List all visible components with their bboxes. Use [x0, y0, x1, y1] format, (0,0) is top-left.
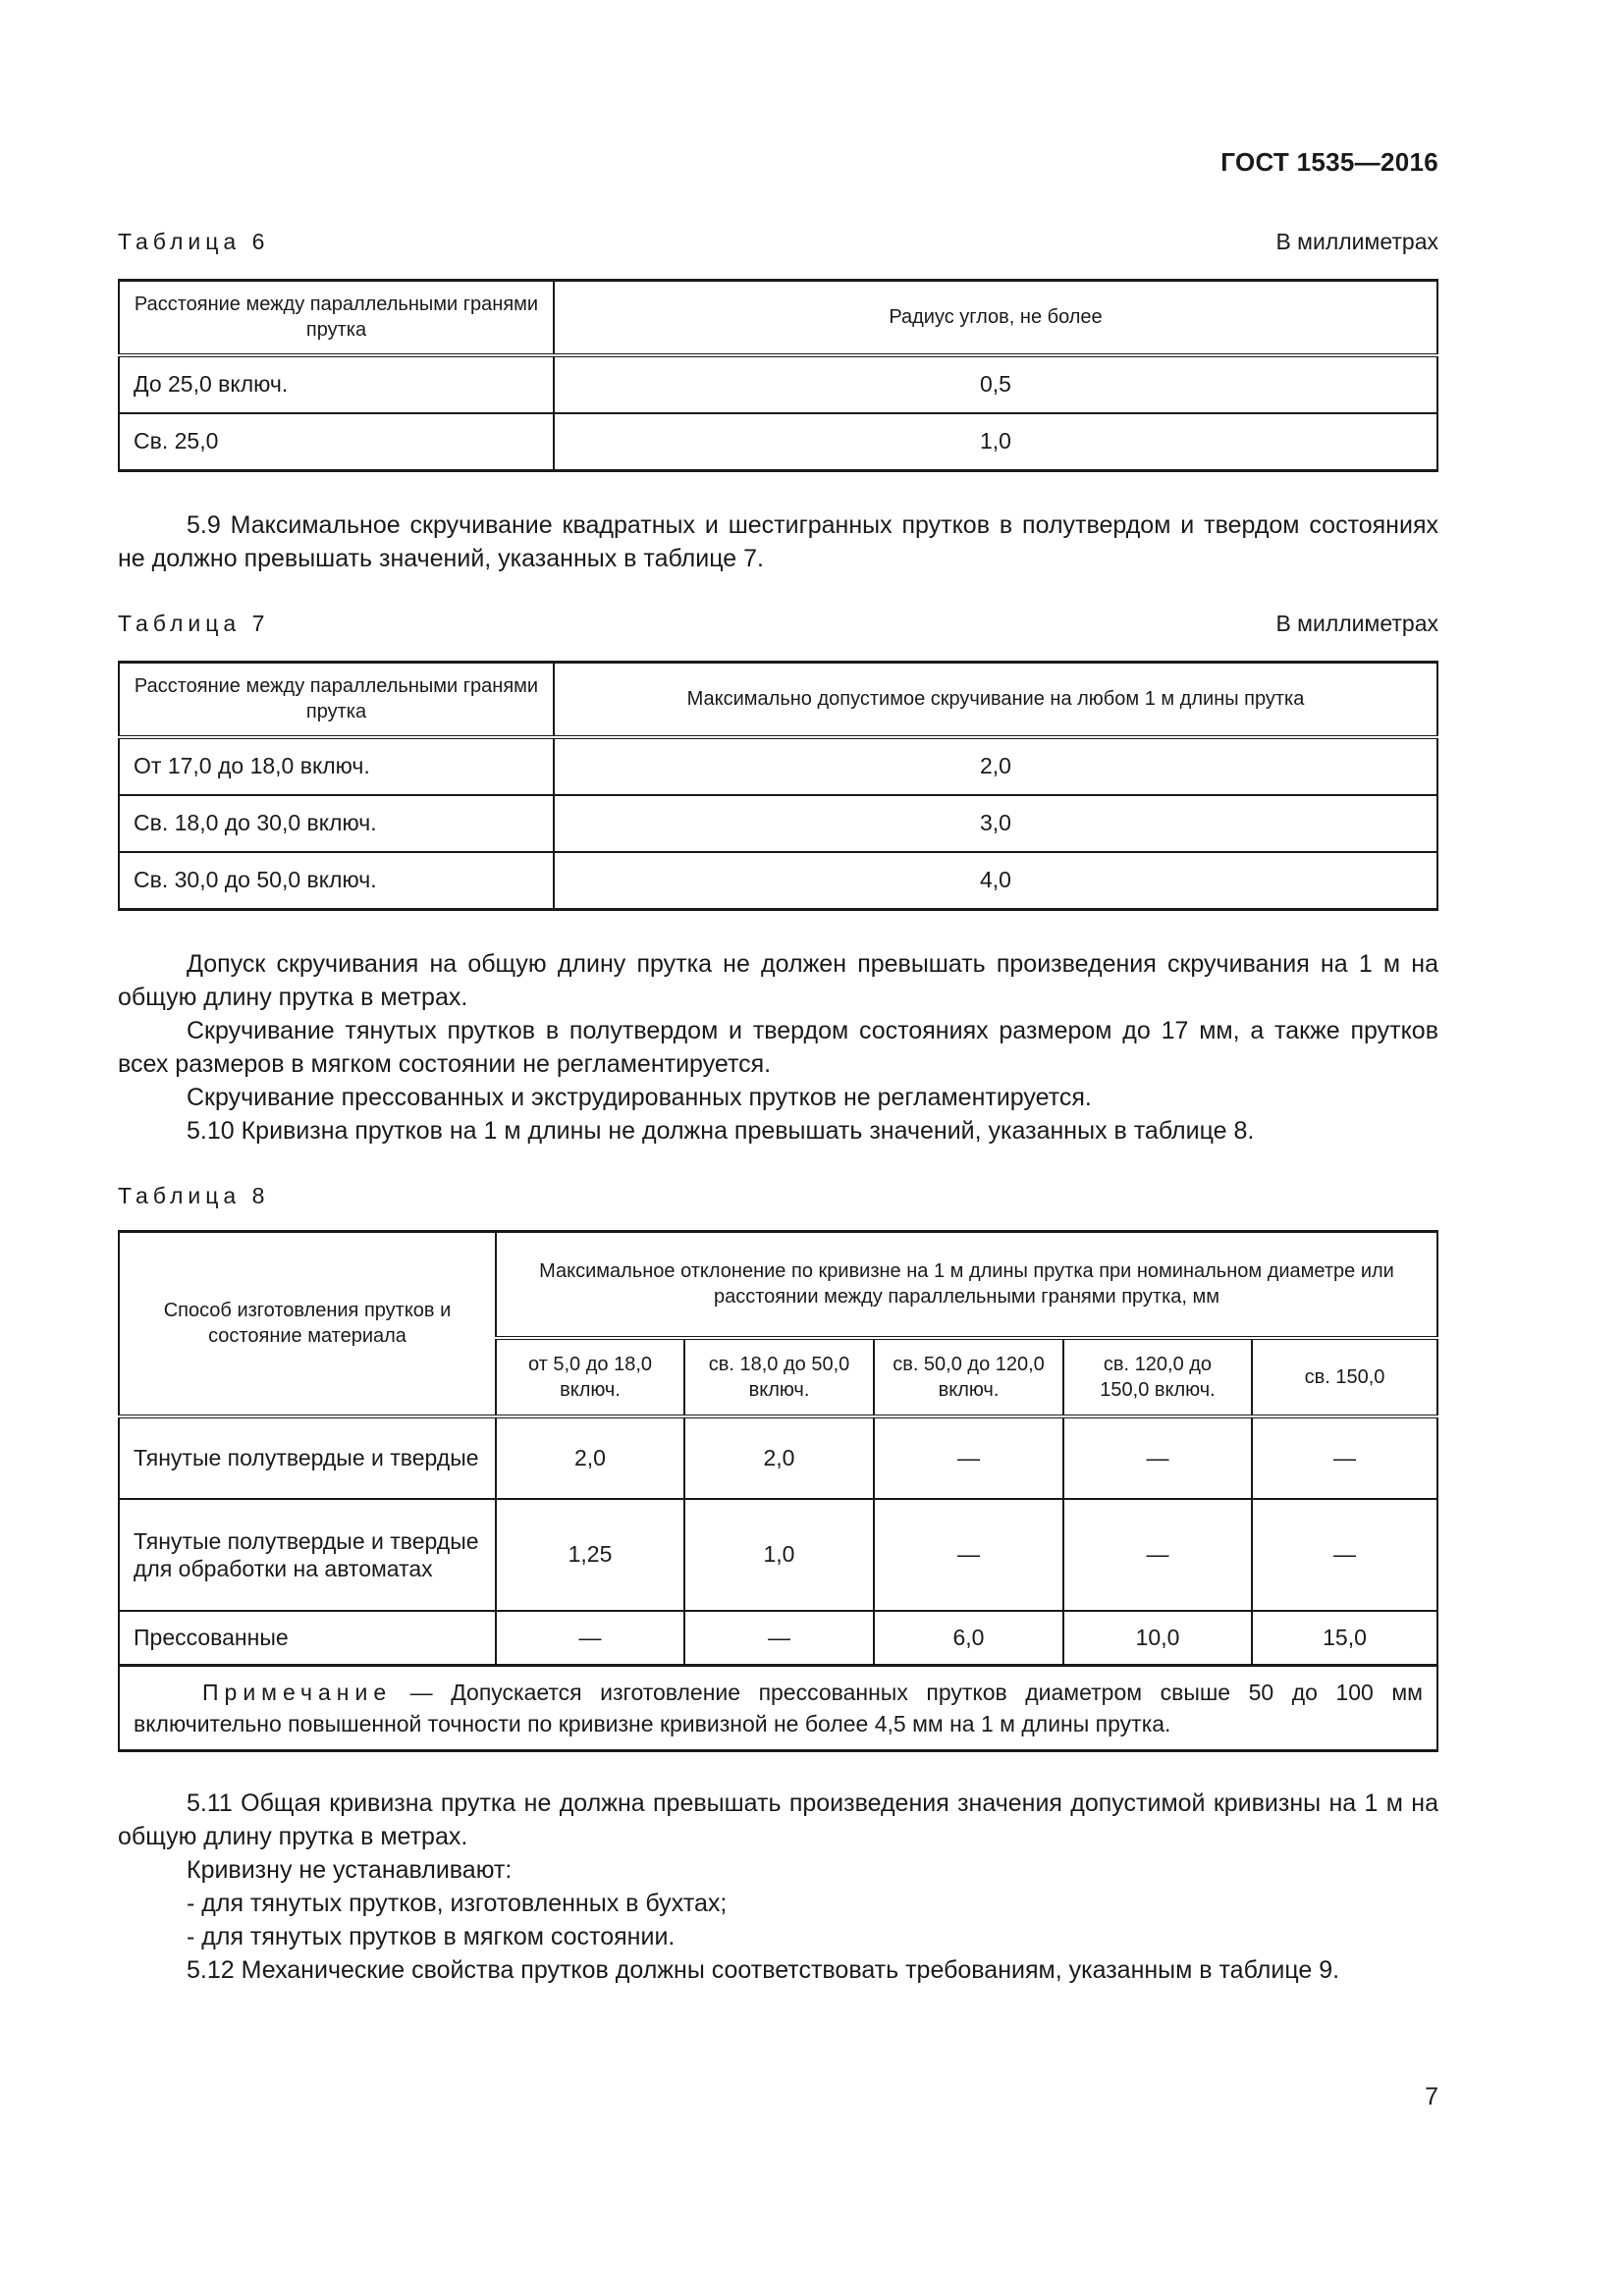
table-cell: —: [684, 1611, 874, 1666]
paragraphs-after-table8: [118, 1787, 1438, 1987]
table8-col-header: св. 18,0 до 50,0 включ.: [684, 1338, 874, 1416]
table8-group-header: Максимальное отклонение по кривизне на 1 м длины прутка при номинальном диаметре или расстоянии между параллельными гранями прутка, мм: [496, 1232, 1437, 1338]
table-row: [119, 355, 1437, 413]
table6-caption: Таблица 6: [118, 229, 270, 254]
paragraph-text: 5.12 Механические свойства прутков должны соответствовать требованиям, указанным в таблице 9.: [187, 1956, 1340, 1984]
table-cell: 4,0: [554, 852, 1437, 910]
paragraph-text: Кривизну не устанавливают:: [187, 1856, 513, 1884]
note-text: — Допускается изготовление прессованных прутков диаметром свыше 50 до 100 мм включительно повышенной точности по кривизне кривизной не более 4,5 мм на 1 м длины прутка.: [134, 1680, 1423, 1736]
table-row: [119, 795, 1437, 852]
table6-col-header: Радиус углов, не более: [554, 281, 1437, 355]
table8-col-header: св. 50,0 до 120,0 включ.: [874, 1338, 1063, 1416]
standard-header: ГОСТ 1535—2016: [1220, 147, 1438, 177]
table-cell: 6,0: [874, 1611, 1063, 1666]
table-cell: Прессованные: [119, 1611, 496, 1666]
table7: [118, 661, 1438, 911]
table-cell: 15,0: [1252, 1611, 1437, 1666]
table7-col-header: Расстояние между параллельными гранями прутка: [119, 663, 554, 737]
table-row: [119, 1611, 1437, 1666]
table-cell: 0,5: [554, 355, 1437, 413]
table-cell: 1,0: [684, 1499, 874, 1611]
paragraphs-after-table7: [118, 947, 1438, 1148]
table-cell: Тянутые полутвердые и твердые: [119, 1416, 496, 1499]
table-cell: 1,25: [496, 1499, 684, 1611]
table-cell: 2,0: [496, 1416, 684, 1499]
paragraph-text: 5.9 Максимальное скручивание квадратных и шестигранных прутков в полутвердом и твердом состояниях не должно превышать значений, указанных в таблице 7.: [118, 511, 1438, 572]
note-label: Примечание: [202, 1680, 393, 1705]
table-cell: —: [496, 1611, 684, 1666]
table-cell: —: [1252, 1499, 1437, 1611]
table8-row-header: Способ изготовления прутков и состояние материала: [119, 1232, 496, 1416]
paragraph-text: Допуск скручивания на общую длину прутка не должен превышать произведения скручивания на 1 м на общую длину прутка в метрах.: [118, 950, 1438, 1011]
table6-caption-row: [118, 229, 1438, 255]
table-cell: Св. 30,0 до 50,0 включ.: [119, 852, 554, 910]
table-cell: —: [1063, 1416, 1252, 1499]
paragraph-5-9: [118, 508, 1438, 575]
table7-units: В миллиметрах: [1275, 611, 1438, 636]
table8-caption: Таблица 8: [118, 1183, 270, 1208]
table-row: [119, 852, 1437, 910]
list-item: - для тянутых прутков в мягком состоянии.: [187, 1923, 676, 1950]
table7-col-header: Максимально допустимое скручивание на любом 1 м длины прутка: [554, 663, 1437, 737]
paragraph-text: 5.11 Общая кривизна прутка не должна превышать произведения значения допустимой кривизны на 1 м на общую длину прутка в метрах.: [118, 1789, 1438, 1850]
table-cell: Тянутые полутвердые и твердые для обработки на автоматах: [119, 1499, 496, 1611]
table6-units: В миллиметрах: [1275, 229, 1438, 254]
table-cell: 2,0: [684, 1416, 874, 1499]
table6: [118, 279, 1438, 472]
table-cell: Св. 18,0 до 30,0 включ.: [119, 795, 554, 852]
table-cell: До 25,0 включ.: [119, 355, 554, 413]
page-number: 7: [1425, 2083, 1438, 2110]
table8-col-header: св. 120,0 до 150,0 включ.: [1063, 1338, 1252, 1416]
table-cell: —: [1063, 1499, 1252, 1611]
table-cell: От 17,0 до 18,0 включ.: [119, 737, 554, 795]
table-cell: —: [1252, 1416, 1437, 1499]
table8-note-row: [119, 1666, 1437, 1751]
table8-col-header: от 5,0 до 18,0 включ.: [496, 1338, 684, 1416]
paragraph-text: Скручивание тянутых прутков в полутвердом и твердом состояниях размером до 17 мм, а также прутков всех размеров в мягком состоянии не регламентируется.: [118, 1017, 1438, 1078]
table-cell: —: [874, 1499, 1063, 1611]
table-cell: 10,0: [1063, 1611, 1252, 1666]
table-cell: Св. 25,0: [119, 413, 554, 471]
table8-col-header: св. 150,0: [1252, 1338, 1437, 1416]
table8-caption-row: [118, 1183, 1438, 1209]
paragraph-text: 5.10 Кривизна прутков на 1 м длины не должна превышать значений, указанных в таблице 8.: [187, 1117, 1255, 1145]
table6-col-header: Расстояние между параллельными гранями прутка: [119, 281, 554, 355]
table-row: [119, 413, 1437, 471]
table-cell: —: [874, 1416, 1063, 1499]
table-cell: 1,0: [554, 413, 1437, 471]
table-cell: 3,0: [554, 795, 1437, 852]
table7-caption: Таблица 7: [118, 611, 270, 636]
table-row: [119, 1499, 1437, 1611]
list-item: - для тянутых прутков, изготовленных в бухтах;: [187, 1890, 728, 1917]
table8: [118, 1230, 1438, 1752]
table-cell: 2,0: [554, 737, 1437, 795]
table-row: [119, 737, 1437, 795]
paragraph-text: Скручивание прессованных и экструдированных прутков не регламентируется.: [187, 1084, 1092, 1111]
table-row: [119, 1416, 1437, 1499]
table8-note: [119, 1666, 1437, 1751]
table7-caption-row: [118, 611, 1438, 637]
